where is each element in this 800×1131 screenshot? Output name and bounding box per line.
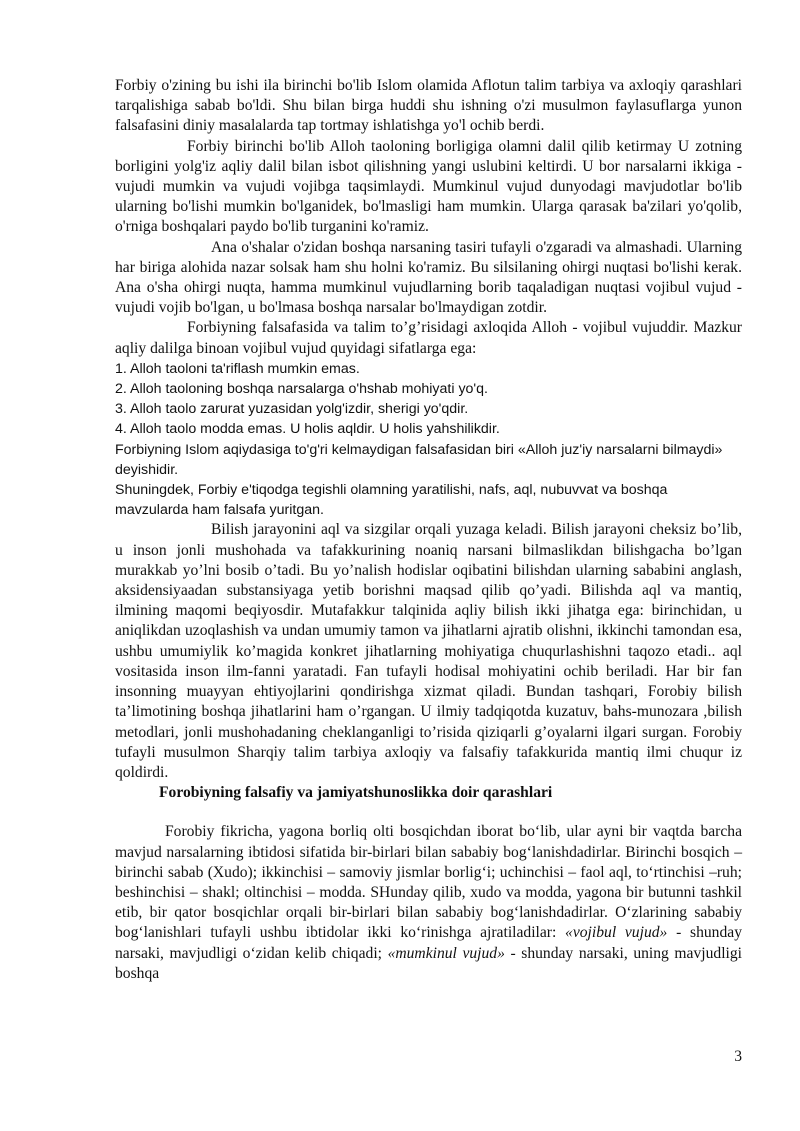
paragraph-5: Forbiyning Islom aqiydasiga to'g'ri kelmaydigan falsafasidan biri «Alloh juz'iy narsalarni bilmaydi» deyishidir.: [115, 441, 723, 478]
paragraph-3: Ana o'shalar o'zidan boshqa narsaning tasiri tufayli o'zgaradi va almashadi. Ularning har biriga alohida nazar solsak ham shu holni ko'ramiz. Bu silsilaning ohirgi nuqtasi bo'lishi kerak. Ana o'sha ohirgi nuqta, hamma mumkinul vujudlarning borib taqaladigan nuqtasi vojibul vujud - vujudi vojib bo'lgan, u bo'lmasa boshqa narsalar bo'lmaydigan zotdir.: [115, 238, 742, 317]
page-number: 3: [734, 1048, 742, 1065]
term-vojibul-vujud: «vojibul vujud»: [565, 924, 668, 942]
list-item: 4. Alloh taolo modda emas. U holis aqldir. U holis yahshilikdir.: [115, 421, 500, 438]
spacer: [115, 803, 742, 822]
paragraph-6: Shuningdek, Forbiy e'tiqodga tegishli olamning yaratilishi, nafs, aql, nubuvvat va boshqa mavzularda ham falsafa yuritgan.: [115, 482, 668, 519]
term-mumkinul-vujud: «mumkinul vujud»: [387, 944, 505, 962]
list-item: 1. Alloh taoloni ta'riflash mumkin emas.: [115, 360, 360, 377]
paragraph-4: Forbiyning falsafasida va talim to’g’risidagi axloqida Alloh - vojibul vujuddir. Mazkur aqliy dalilga binoan vojibul vujud quyidagi sifatlarga ega:: [115, 319, 742, 357]
list-item: 2. Alloh taoloning boshqa narsalarga o'hshab mohiyati yo'q.: [115, 381, 488, 398]
paragraph-8: [115, 822, 742, 984]
paragraph-8-text: Forobiy fikricha, yagona borliq olti bosqichdan iborat bo‘lib, ular ayni bir vaqtda barcha mavjud narsalarning ibtidosi sifatida bir-birlari bilan sababiy bog‘lanishdadirlar. Birinchi bosqich – birinchi sabab (Xudo); ikkinchisi – samoviy jismlar borlig‘i; uchinchisi – faol aql, to‘rtinchisi –ruh; beshinchisi – shakl; oltinchisi – modda. SHunday qilib, xudo va modda, yagona bir butunni tashkil etib, bir qator bosqichlar orqali bir-birlari bilan sababiy bog‘lanishdadirlar. O‘zlarining sababiy bog‘lanishlari tufayli ushbu ibtidolar ikki ko‘rinishga ajratiladilar:: [115, 823, 742, 942]
paragraph-7: Bilish jarayonini aql va sizgilar orqali yuzaga keladi. Bilish jarayoni cheksiz bo’lib, u inson jonli mushohada va tafakkurining noaniq narsani bilmaslikdan bilishgacha bo’lgan murakkab yo’lni bosib o’tadi. Bu yo’nalish hodislar oqibatini bilishdan ularning sababini anglash, aksidensiyaadan substansiyaga yetib borishni maqsad qilib qo’yadi. Bilishda aql va mantiq, ilmining maqomi beqiyosdir. Mutafakkur talqinida aqliy bilish ikki jihatga ega: birinchidan, u aniqlikdan uzoqlashish va undan umumiy tamon va jihatlarni ajratib olishni, ikkinchi tamondan esa, ushbu umumiylik ko’magida konkret jihatlarning mohiyatiga chuqurlashishni taqozo etadi.. aql vositasida inson ilm-fanni yaratadi. Fan tufayli hodisal mohiyatini ochib beriladi. Har bir fan insonning muayyan ehtiyojlarini qondirishga xizmat qiladi. Bundan tashqari, Forobiy bilish ta’limotining boshqa jihatlarini ham o’rgangan. U ilmiy tadqiqotda kuzatuv, bahs-munozara ,bilish metodlari, jonli mushohadaning cheklanganligi to’risida qiziqarli g’oyalarni ilgari surgan. Forobiy tufayli musulmon Sharqiy talim tarbiya axloqiy va falsafiy tafakkurida mantiq ilmi chuqur iz qoldirdi.: [115, 521, 742, 781]
list-item: 3. Alloh taolo zarurat yuzasidan yolg'izdir, sherigi yo'qdir.: [115, 401, 469, 418]
paragraph-8-text: - shunday narsaki, uning mavjudligi boshqa: [115, 944, 742, 982]
paragraph-2: Forbiy birinchi bo'lib Alloh taoloning borligiga olamni dalil qilib ketirmay U zotning borligini yolg'iz aqliy dalil bilan isbot qilishning yangi uslubini keltirdi. U bor narsalarni ikkiga - vujudi mumkin va vujudi vojibga taqsimlaydi. Mumkinul vujud dunyodagi mavjudotlar bo'lib ularning bo'lishi mumkin bo'lganidek, bo'lmasligi ham mumkin. Ularga qarasak ba'zilari yo'qolib, o'rniga boshqalari paydo bo'lib turganini ko'ramiz.: [115, 137, 742, 236]
section-heading: Forobiyning falsafiy va jamiyatshunoslikka doir qarashlari: [159, 784, 553, 802]
paragraph-8-text: - shunday narsaki, mavjudligi o‘zidan kelib chiqadi;: [115, 924, 742, 962]
document-page: [115, 76, 742, 984]
paragraph-1: Forbiy o'zining bu ishi ila birinchi bo'lib Islom olamida Aflotun talim tarbiya va axloqiy qarashlari tarqalishiga sabab bo'ldi. Shu bilan birga huddi shu ishning o'zi musulmon faylasuflarga yunon falsafasini diniy masalalarda tap tortmay ishlatishga yo'l ochib berdi.: [115, 77, 742, 135]
